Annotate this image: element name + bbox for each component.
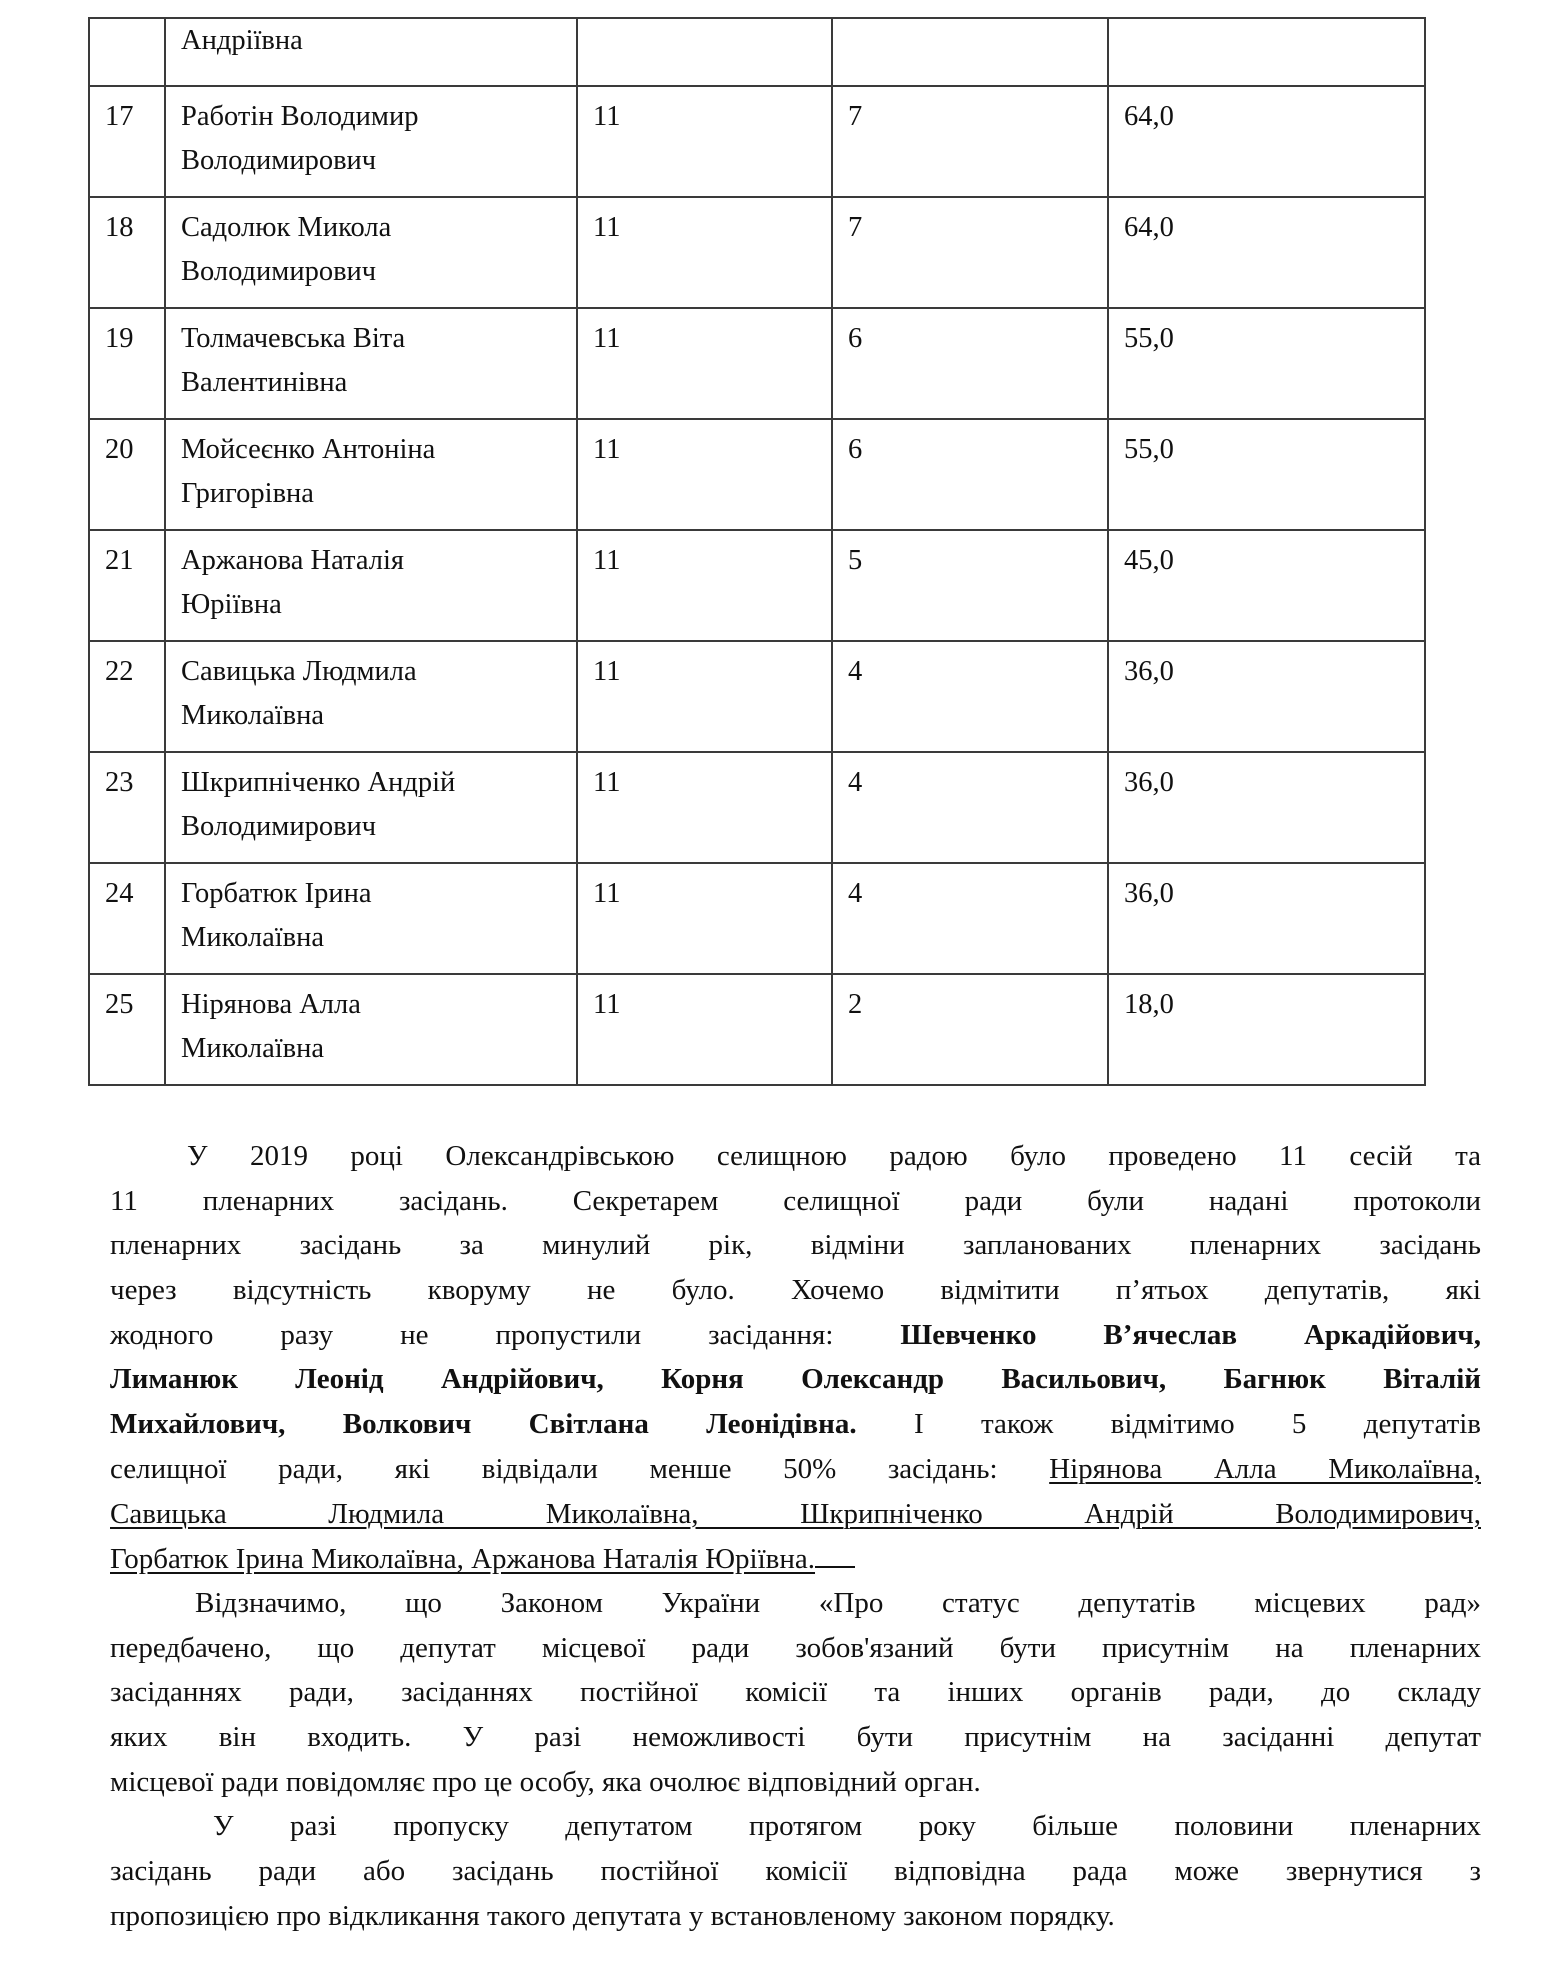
low-attendance-names: Горбатюк Ірина Миколаївна, Аржанова Наталія Юріївна. bbox=[110, 1543, 816, 1576]
cell-total: 11 bbox=[577, 419, 832, 530]
cell-number: 25 bbox=[89, 974, 165, 1085]
cell-total: 11 bbox=[577, 974, 832, 1085]
cell-attended: 7 bbox=[832, 86, 1108, 197]
cell-percent: 55,0 bbox=[1108, 419, 1425, 530]
cell-number: 24 bbox=[89, 863, 165, 974]
cell-attended bbox=[832, 18, 1108, 86]
cell-attended: 4 bbox=[832, 863, 1108, 974]
cell-percent: 64,0 bbox=[1108, 197, 1425, 308]
table-row bbox=[89, 308, 1425, 419]
cell-number: 18 bbox=[89, 197, 165, 308]
cell-total: 11 bbox=[577, 641, 832, 752]
cell-percent: 36,0 bbox=[1108, 641, 1425, 752]
cell-percent: 36,0 bbox=[1108, 863, 1425, 974]
cell-total: 11 bbox=[577, 308, 832, 419]
cell-percent: 55,0 bbox=[1108, 308, 1425, 419]
cell-name: Аржанова Наталія Юріївна bbox=[165, 530, 577, 641]
underline-filler bbox=[815, 1536, 855, 1568]
low-attendance-names: Савицька Людмила Миколаївна, Шкрипніченко Андрій Володимирович, bbox=[110, 1497, 1481, 1530]
table-row bbox=[89, 641, 1425, 752]
cell-attended: 5 bbox=[832, 530, 1108, 641]
cell-total bbox=[577, 18, 832, 86]
perfect-attendance-names: Лиманюк Леонід Андрійович, Корня Олександр Васильович, Багнюк Віталій bbox=[110, 1363, 1481, 1396]
cell-name: Нірянова Алла Миколаївна bbox=[165, 974, 577, 1085]
perfect-attendance-names: Шевченко В’ячеслав Аркадійович, bbox=[900, 1318, 1482, 1351]
table-row bbox=[89, 530, 1425, 641]
table-row bbox=[89, 863, 1425, 974]
table-row-continued bbox=[89, 18, 1425, 86]
cell-number: 21 bbox=[89, 530, 165, 641]
cell-name: Савицька Людмила Миколаївна bbox=[165, 641, 577, 752]
cell-attended: 7 bbox=[832, 197, 1108, 308]
cell-attended: 6 bbox=[832, 419, 1108, 530]
cell-total: 11 bbox=[577, 530, 832, 641]
cell-total: 11 bbox=[577, 86, 832, 197]
cell-number: 23 bbox=[89, 752, 165, 863]
cell-percent: 45,0 bbox=[1108, 530, 1425, 641]
cell-number: 20 bbox=[89, 419, 165, 530]
cell-attended: 2 bbox=[832, 974, 1108, 1085]
cell-name: Горбатюк Ірина Миколаївна bbox=[165, 863, 577, 974]
paragraph-sessions-summary: У 2019 році Олександрівською селищною радою було проведено 11 сесій та 11 пленарних засідань. Секретарем селищної ради були надані протоколи пленарних засідань за минулий рік, відміни запланованих пленарних засідань через відсутність кворуму не було. Хочемо відмітити п’ятьох депутатів, які жодного разу не пропустили засідання: Шевченко В’ячеслав Аркадійович, Лиманюк Леонід Андрійович, Корня Олександр Васильович, Багнюк Віталій Михайлович, Волкович Світлана Леонідівна. І також відмітимо 5 депутатів селищної ради, які відвідали менше 50% засідань: Нірянова Алла Миколаївна, Савицька Людмила Миколаївна, Шкрипніченко Андрій Володимирович, Горбатюк Ірина Миколаївна, Аржанова Наталія Юріївна. bbox=[110, 1140, 1482, 1576]
cell-name: Работін Володимир Володимирович bbox=[165, 86, 577, 197]
cell-attended: 4 bbox=[832, 641, 1108, 752]
table-row bbox=[89, 86, 1425, 197]
cell-attended: 6 bbox=[832, 308, 1108, 419]
cell-name: Садолюк Микола Володимирович bbox=[165, 197, 577, 308]
cell-number: 22 bbox=[89, 641, 165, 752]
perfect-attendance-names: Михайлович, Волкович Світлана Леонідівна. bbox=[110, 1408, 857, 1441]
paragraph-law-reference: Відзначимо, що Законом України «Про статус депутатів місцевих рад» передбачено, що депутат місцевої ради зобов'язаний бути присутнім на пленарних засіданнях ради, засіданнях постійної комісії та інших органів ради, до складу яких він входить. У разі неможливості бути присутнім на засіданні депутат місцевої ради повідомляє про це особу, яка очолює відповідний орган. bbox=[110, 1586, 1481, 1798]
cell-name: Толмачевська Віта Валентинівна bbox=[165, 308, 577, 419]
cell-attended: 4 bbox=[832, 752, 1108, 863]
table-row bbox=[89, 974, 1425, 1085]
cell-percent: 36,0 bbox=[1108, 752, 1425, 863]
attendance-table bbox=[88, 17, 1426, 1086]
cell-number bbox=[89, 18, 165, 86]
paragraph-recall-provision: У разі пропуску депутатом протягом року більше половини пленарних засідань ради або засідань постійної комісії відповідна рада може звернутися з пропозицією про відкликання такого депутата у встановленому законом порядку. bbox=[110, 1810, 1481, 1932]
cell-number: 19 bbox=[89, 308, 165, 419]
table-row bbox=[89, 197, 1425, 308]
table-row bbox=[89, 419, 1425, 530]
table-row bbox=[89, 752, 1425, 863]
cell-total: 11 bbox=[577, 752, 832, 863]
cell-name: Андріївна bbox=[165, 18, 577, 86]
cell-name: Мойсеєнко Антоніна Григорівна bbox=[165, 419, 577, 530]
cell-name: Шкрипніченко Андрій Володимирович bbox=[165, 752, 577, 863]
cell-total: 11 bbox=[577, 197, 832, 308]
cell-total: 11 bbox=[577, 863, 832, 974]
cell-number: 17 bbox=[89, 86, 165, 197]
cell-percent: 64,0 bbox=[1108, 86, 1425, 197]
cell-percent bbox=[1108, 18, 1425, 86]
cell-percent: 18,0 bbox=[1108, 974, 1425, 1085]
body-text bbox=[110, 1134, 1481, 1938]
low-attendance-names: Нірянова Алла Миколаївна, bbox=[1049, 1452, 1481, 1485]
